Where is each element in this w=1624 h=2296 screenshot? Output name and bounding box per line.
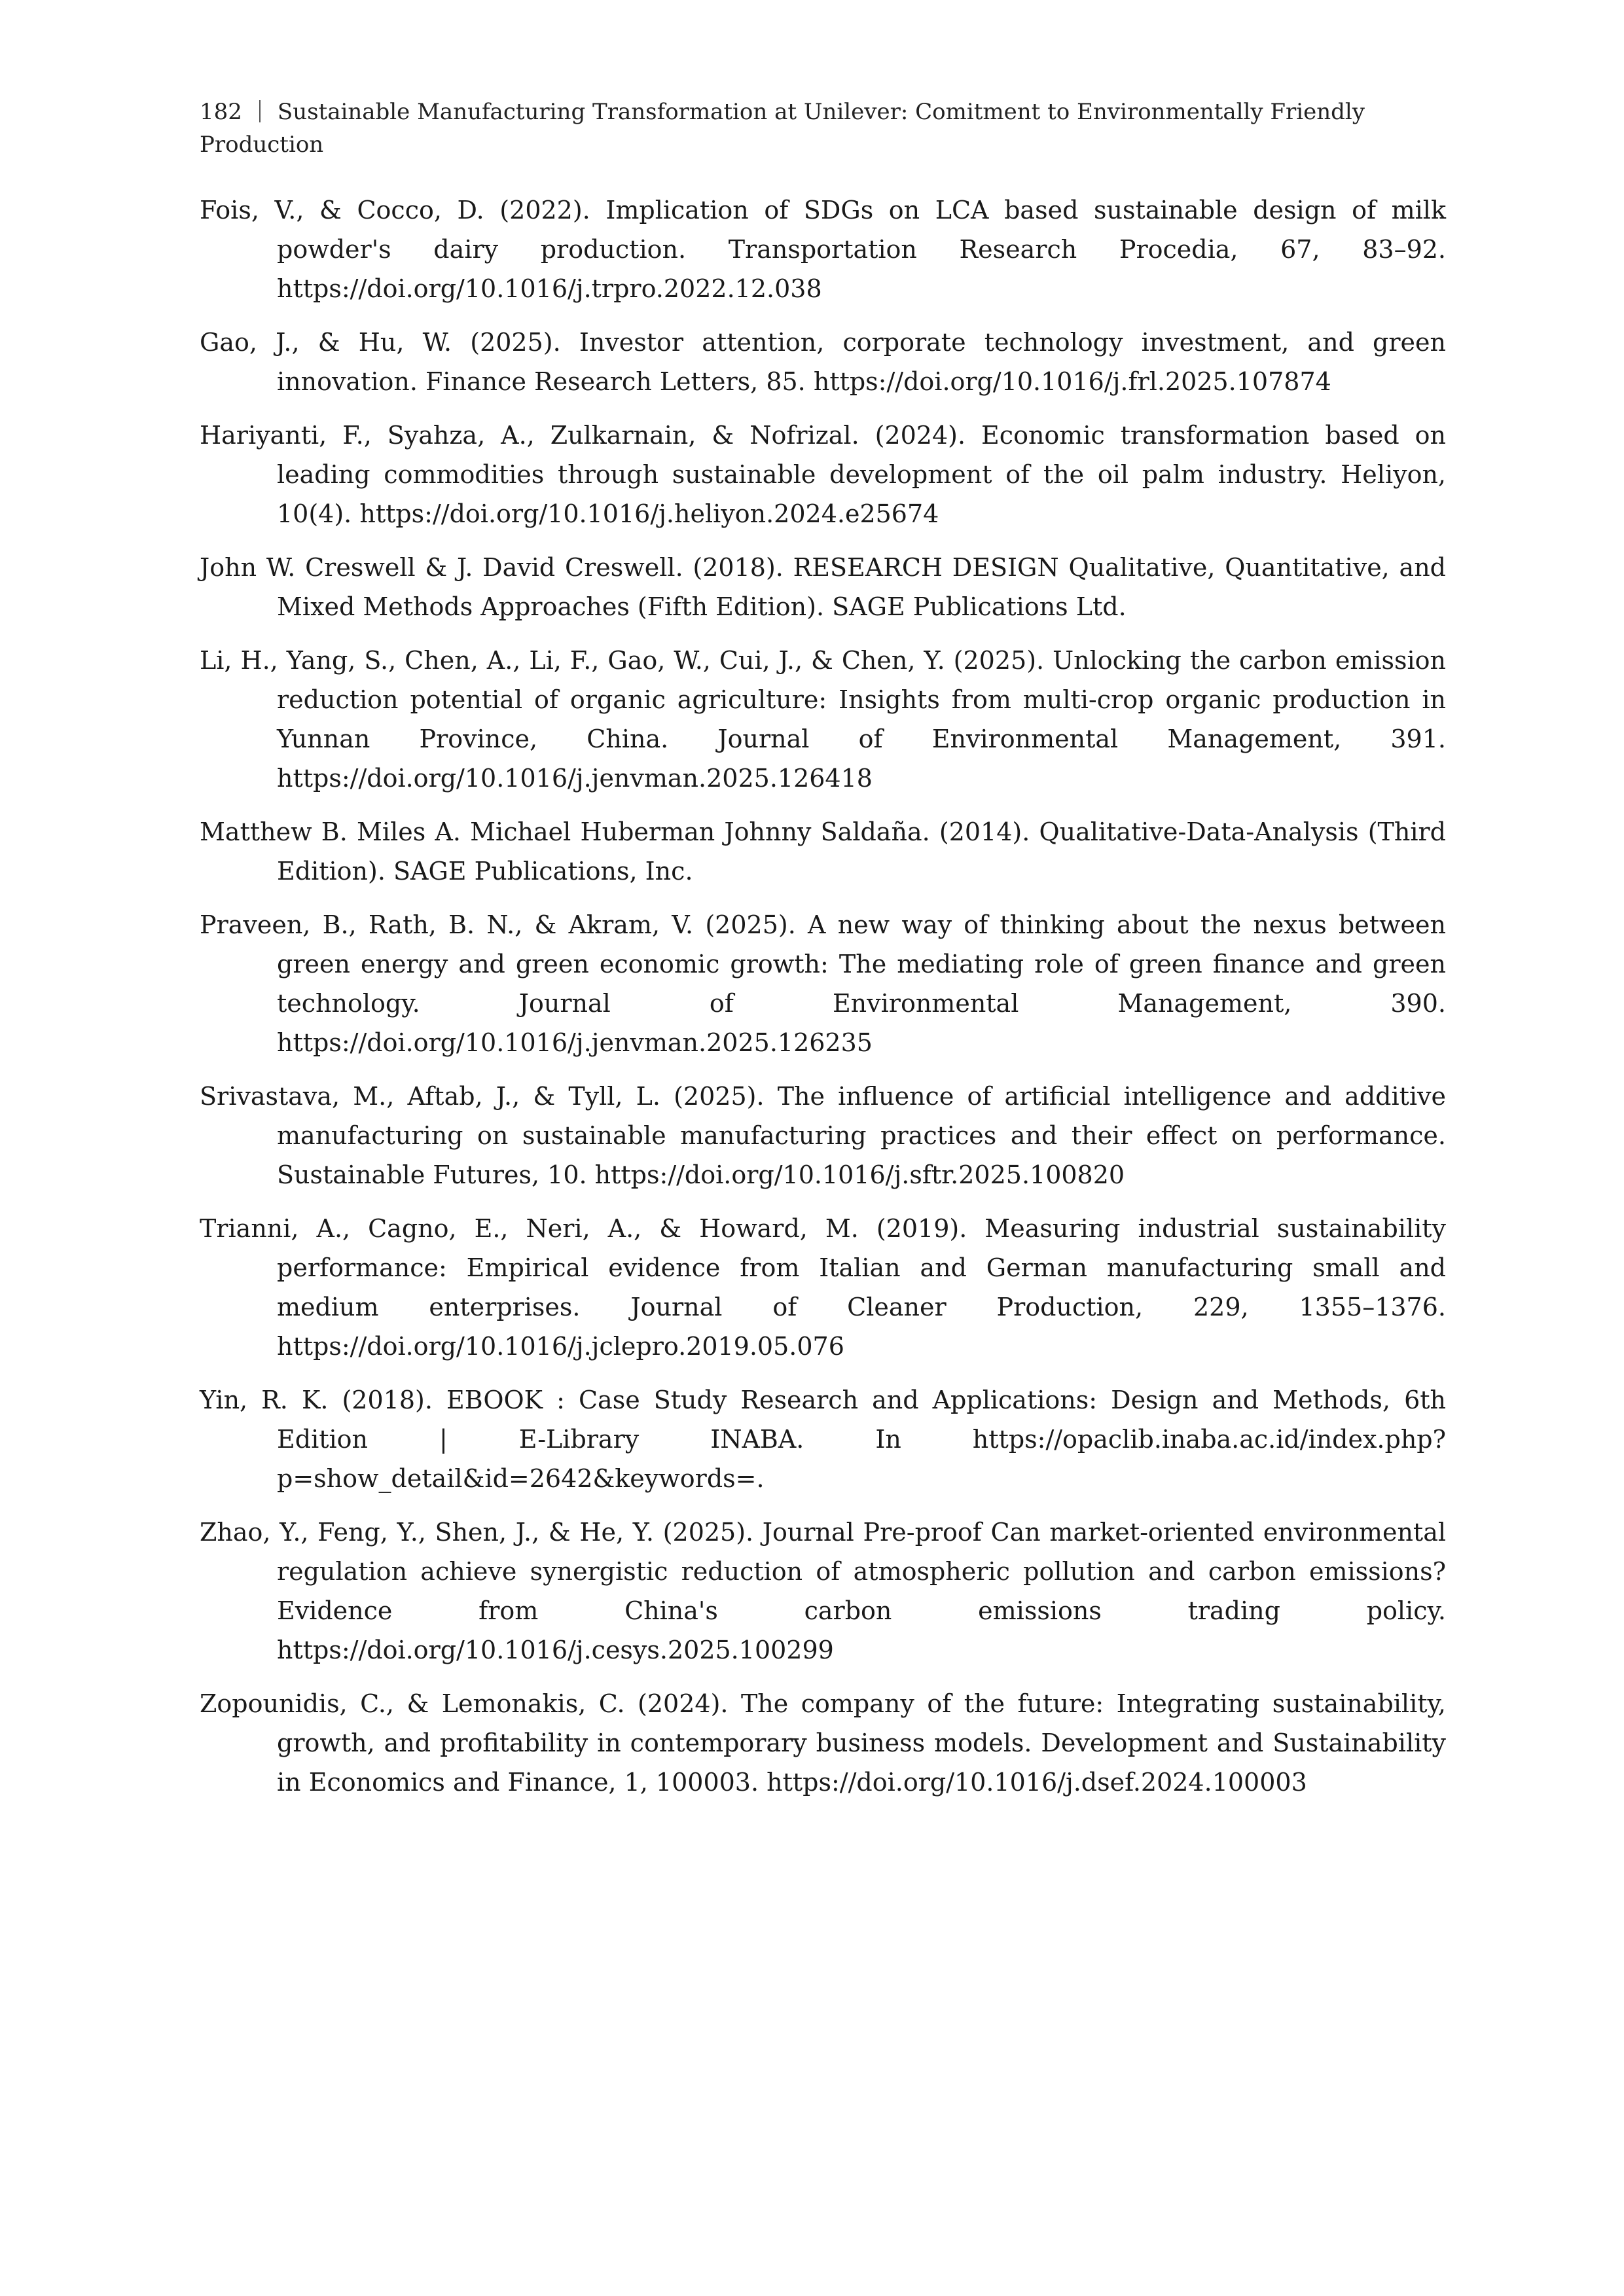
reference-item: Praveen, B., Rath, B. N., & Akram, V. (2025). A new way of thinking about the nexus between green energy and green economic growth: The mediating role of green finance and green technology. Journal of Environmental Management, 390. https://doi.org/10.1016/j.jenvman.2025.126235 bbox=[200, 910, 1446, 1057]
reference-item: Srivastava, M., Aftab, J., & Tyll, L. (2025). The influence of artificial intelligence and additive manufacturing on sustainable manufacturing practices and their effect on performance. Sustainable Futures, 10. https://doi.org/10.1016/j.sftr.2025.100820 bbox=[200, 1082, 1446, 1189]
reference-item: Trianni, A., Cagno, E., Neri, A., & Howard, M. (2019). Measuring industrial sustainability performance: Empirical evidence from Italian and German manufacturing small and medium enterprises. Journal of Cleaner Production, 229, 1355–1376. https://doi.org/10.1016/j.jclepro.2019.05.076 bbox=[200, 1214, 1446, 1361]
reference-list bbox=[200, 190, 1446, 1816]
reference-item: John W. Creswell & J. David Creswell. (2018). RESEARCH DESIGN Qualitative, Quantitative, and Mixed Methods Approaches (Fifth Edition). SAGE Publications Ltd. bbox=[200, 553, 1446, 621]
reference-item: Hariyanti, F., Syahza, A., Zulkarnain, & Nofrizal. (2024). Economic transformation based on leading commodities through sustainable development of the oil palm industry. Heliyon, 10(4). https://doi.org/10.1016/j.heliyon.2024.e25674 bbox=[200, 421, 1446, 528]
running-header bbox=[200, 96, 1378, 161]
header-separator bbox=[259, 100, 261, 122]
reference-item: Fois, V., & Cocco, D. (2022). Implication of SDGs on LCA based sustainable design of milk powder's dairy production. Transportation Research Procedia, 67, 83–92. https://doi.org/10.1016/j.trpro.2022.12.038 bbox=[200, 196, 1446, 303]
reference-item: Yin, R. K. (2018). EBOOK : Case Study Research and Applications: Design and Methods, 6th Edition | E-Library INABA. In https://opaclib.inaba.ac.id/index.php?p=show_detail&id=2642&keywords=. bbox=[200, 1386, 1446, 1493]
reference-item: Li, H., Yang, S., Chen, A., Li, F., Gao, W., Cui, J., & Chen, Y. (2025). Unlocking the carbon emission reduction potential of organic agriculture: Insights from multi-crop organic production in Yunnan Province, China. Journal of Environmental Management, 391. https://doi.org/10.1016/j.jenvman.2025.126418 bbox=[200, 646, 1446, 793]
running-title: Sustainable Manufacturing Transformation at Unilever: Comitment to Environmentally Friendly Production bbox=[200, 99, 1365, 158]
reference-item: Matthew B. Miles A. Michael Huberman Johnny Saldaña. (2014). Qualitative-Data-Analysis (Third Edition). SAGE Publications, Inc. bbox=[200, 817, 1446, 886]
reference-item: Zhao, Y., Feng, Y., Shen, J., & He, Y. (2025). Journal Pre-proof Can market-oriented environmental regulation achieve synergistic reduction of atmospheric pollution and carbon emissions? Evidence from China's carbon emissions trading policy. https://doi.org/10.1016/j.cesys.2025.100299 bbox=[200, 1518, 1446, 1664]
page-number: 182 bbox=[200, 99, 242, 125]
reference-item: Gao, J., & Hu, W. (2025). Investor attention, corporate technology investment, and green innovation. Finance Research Letters, 85. https://doi.org/10.1016/j.frl.2025.107874 bbox=[200, 328, 1446, 396]
reference-item: Zopounidis, C., & Lemonakis, C. (2024). The company of the future: Integrating sustainability, growth, and profitability in contemporary business models. Development and Sustainability in Economics and Finance, 1, 100003. https://doi.org/10.1016/j.dsef.2024.100003 bbox=[200, 1689, 1446, 1797]
